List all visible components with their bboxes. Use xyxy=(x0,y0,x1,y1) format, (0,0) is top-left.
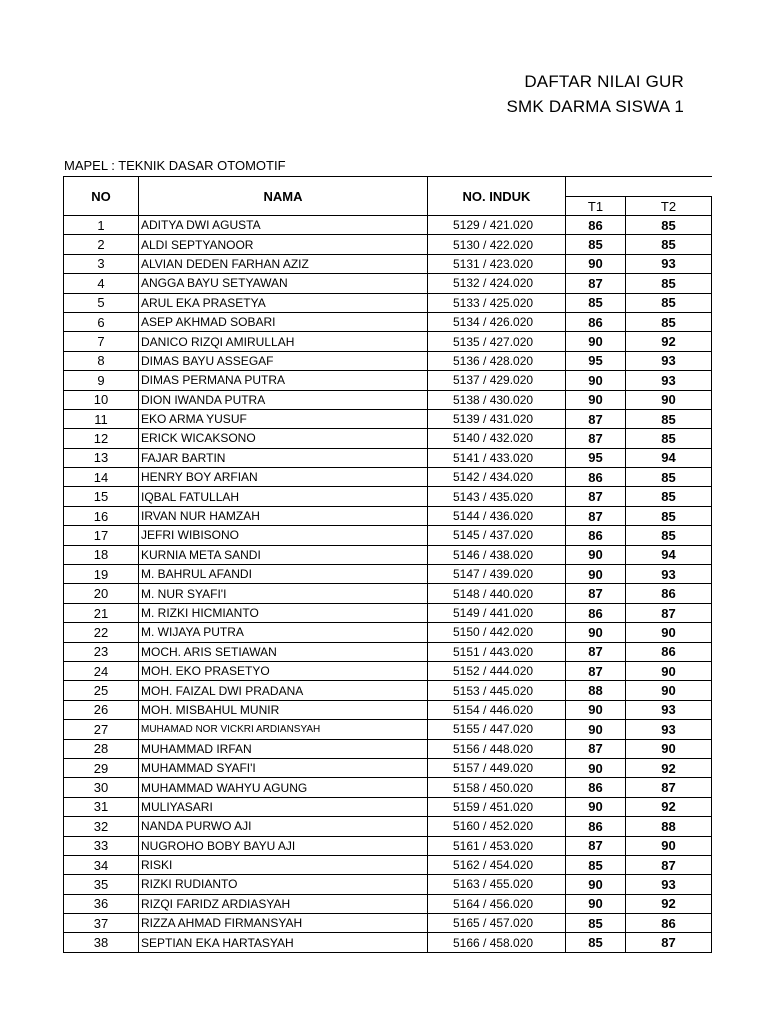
header-score-group xyxy=(566,177,712,197)
cell-t1: 87 xyxy=(566,274,626,293)
header-no: NO xyxy=(64,177,139,216)
cell-no: 11 xyxy=(64,409,139,428)
cell-induk: 5130 / 422.020 xyxy=(428,235,566,254)
cell-nama: NANDA PURWO AJI xyxy=(139,817,428,836)
cell-nama: MOH. EKO PRASETYO xyxy=(139,661,428,680)
table-row xyxy=(64,545,712,564)
cell-no: 25 xyxy=(64,681,139,700)
cell-nama: IRVAN NUR HAMZAH xyxy=(139,506,428,525)
cell-induk: 5152 / 444.020 xyxy=(428,661,566,680)
cell-no: 26 xyxy=(64,700,139,719)
cell-induk: 5138 / 430.020 xyxy=(428,390,566,409)
cell-induk: 5132 / 424.020 xyxy=(428,274,566,293)
cell-nama: FAJAR BARTIN xyxy=(139,448,428,467)
table-row xyxy=(64,254,712,273)
cell-t1: 87 xyxy=(566,642,626,661)
cell-induk: 5155 / 447.020 xyxy=(428,720,566,739)
table-row xyxy=(64,855,712,874)
cell-no: 19 xyxy=(64,565,139,584)
table-row xyxy=(64,933,712,952)
cell-t1: 90 xyxy=(566,758,626,777)
cell-t1: 90 xyxy=(566,390,626,409)
cell-t1: 90 xyxy=(566,332,626,351)
cell-t2: 90 xyxy=(626,623,712,642)
cell-induk: 5162 / 454.020 xyxy=(428,855,566,874)
cell-nama: EKO ARMA YUSUF xyxy=(139,409,428,428)
cell-no: 12 xyxy=(64,429,139,448)
cell-nama: DANICO RIZQI AMIRULLAH xyxy=(139,332,428,351)
cell-nama: M. WIJAYA PUTRA xyxy=(139,623,428,642)
cell-t1: 90 xyxy=(566,720,626,739)
cell-t1: 85 xyxy=(566,235,626,254)
cell-induk: 5150 / 442.020 xyxy=(428,623,566,642)
table-row xyxy=(64,390,712,409)
cell-t2: 87 xyxy=(626,778,712,797)
cell-no: 10 xyxy=(64,390,139,409)
cell-nama: MOCH. ARIS SETIAWAN xyxy=(139,642,428,661)
cell-t2: 92 xyxy=(626,758,712,777)
cell-t1: 88 xyxy=(566,681,626,700)
cell-no: 6 xyxy=(64,312,139,331)
cell-induk: 5145 / 437.020 xyxy=(428,526,566,545)
cell-t1: 95 xyxy=(566,448,626,467)
table-row xyxy=(64,584,712,603)
cell-nama: ANGGA BAYU SETYAWAN xyxy=(139,274,428,293)
cell-induk: 5153 / 445.020 xyxy=(428,681,566,700)
cell-nama: ALDI SEPTYANOOR xyxy=(139,235,428,254)
cell-induk: 5156 / 448.020 xyxy=(428,739,566,758)
cell-no: 2 xyxy=(64,235,139,254)
cell-no: 3 xyxy=(64,254,139,273)
cell-nama: MOH. FAIZAL DWI PRADANA xyxy=(139,681,428,700)
cell-induk: 5144 / 436.020 xyxy=(428,506,566,525)
cell-induk: 5159 / 451.020 xyxy=(428,797,566,816)
cell-t1: 90 xyxy=(566,875,626,894)
cell-t2: 92 xyxy=(626,332,712,351)
cell-no: 9 xyxy=(64,371,139,390)
cell-t1: 85 xyxy=(566,933,626,952)
cell-t2: 93 xyxy=(626,351,712,370)
cell-nama: SEPTIAN EKA HARTASYAH xyxy=(139,933,428,952)
cell-induk: 5160 / 452.020 xyxy=(428,817,566,836)
cell-t2: 87 xyxy=(626,855,712,874)
cell-induk: 5151 / 443.020 xyxy=(428,642,566,661)
table-row xyxy=(64,720,712,739)
cell-nama: RIZZA AHMAD FIRMANSYAH xyxy=(139,914,428,933)
cell-nama: MUHAMMAD IRFAN xyxy=(139,739,428,758)
cell-t1: 87 xyxy=(566,739,626,758)
cell-t1: 87 xyxy=(566,584,626,603)
cell-t1: 90 xyxy=(566,254,626,273)
table-row xyxy=(64,565,712,584)
cell-nama: DION IWANDA PUTRA xyxy=(139,390,428,409)
table-row xyxy=(64,661,712,680)
cell-t2: 93 xyxy=(626,875,712,894)
cell-t2: 93 xyxy=(626,371,712,390)
cell-induk: 5166 / 458.020 xyxy=(428,933,566,952)
table-row xyxy=(64,506,712,525)
cell-induk: 5149 / 441.020 xyxy=(428,603,566,622)
table-row xyxy=(64,875,712,894)
cell-no: 8 xyxy=(64,351,139,370)
table-row xyxy=(64,468,712,487)
cell-induk: 5163 / 455.020 xyxy=(428,875,566,894)
cell-nama: M. RIZKI HICMIANTO xyxy=(139,603,428,622)
table-row xyxy=(64,216,712,235)
cell-nama: MUHAMAD NOR VICKRI ARDIANSYAH xyxy=(139,720,428,739)
cell-no: 15 xyxy=(64,487,139,506)
cell-no: 21 xyxy=(64,603,139,622)
cell-nama: MUHAMMAD SYAFI'I xyxy=(139,758,428,777)
cell-no: 13 xyxy=(64,448,139,467)
cell-t2: 93 xyxy=(626,565,712,584)
cell-nama: ASEP AKHMAD SOBARI xyxy=(139,312,428,331)
table-row xyxy=(64,797,712,816)
cell-induk: 5131 / 423.020 xyxy=(428,254,566,273)
cell-t2: 92 xyxy=(626,894,712,913)
cell-t1: 86 xyxy=(566,526,626,545)
cell-no: 23 xyxy=(64,642,139,661)
table-row xyxy=(64,817,712,836)
cell-no: 18 xyxy=(64,545,139,564)
cell-t1: 85 xyxy=(566,855,626,874)
table-row xyxy=(64,351,712,370)
cell-t1: 90 xyxy=(566,894,626,913)
cell-no: 1 xyxy=(64,216,139,235)
cell-t2: 85 xyxy=(626,293,712,312)
cell-nama: KURNIA META SANDI xyxy=(139,545,428,564)
cell-no: 28 xyxy=(64,739,139,758)
cell-t2: 87 xyxy=(626,933,712,952)
cell-nama: ERICK WICAKSONO xyxy=(139,429,428,448)
table-row xyxy=(64,778,712,797)
cell-t2: 85 xyxy=(626,235,712,254)
cell-t2: 85 xyxy=(626,274,712,293)
cell-nama: M. NUR SYAFI'I xyxy=(139,584,428,603)
cell-t2: 85 xyxy=(626,216,712,235)
cell-nama: MOH. MISBAHUL MUNIR xyxy=(139,700,428,719)
school-name: SMK DARMA SISWA 1 xyxy=(506,97,684,116)
cell-t2: 92 xyxy=(626,797,712,816)
table-row xyxy=(64,914,712,933)
cell-t2: 85 xyxy=(626,409,712,428)
cell-no: 27 xyxy=(64,720,139,739)
cell-nama: MULIYASARI xyxy=(139,797,428,816)
table-row xyxy=(64,448,712,467)
cell-induk: 5135 / 427.020 xyxy=(428,332,566,351)
cell-t2: 90 xyxy=(626,836,712,855)
cell-no: 17 xyxy=(64,526,139,545)
cell-t1: 87 xyxy=(566,409,626,428)
cell-induk: 5164 / 456.020 xyxy=(428,894,566,913)
header-induk: NO. INDUK xyxy=(428,177,566,216)
document-title: DAFTAR NILAI GUR xyxy=(524,72,684,91)
cell-no: 14 xyxy=(64,468,139,487)
cell-no: 32 xyxy=(64,817,139,836)
cell-no: 31 xyxy=(64,797,139,816)
cell-nama: ALVIAN DEDEN FARHAN AZIZ xyxy=(139,254,428,273)
cell-t2: 90 xyxy=(626,739,712,758)
cell-t1: 86 xyxy=(566,817,626,836)
table-row xyxy=(64,332,712,351)
table-row xyxy=(64,274,712,293)
cell-induk: 5141 / 433.020 xyxy=(428,448,566,467)
cell-no: 37 xyxy=(64,914,139,933)
cell-no: 16 xyxy=(64,506,139,525)
cell-t2: 90 xyxy=(626,390,712,409)
cell-t1: 87 xyxy=(566,836,626,855)
cell-t2: 90 xyxy=(626,681,712,700)
cell-induk: 5140 / 432.020 xyxy=(428,429,566,448)
cell-t1: 87 xyxy=(566,506,626,525)
header-t1: T1 xyxy=(566,197,626,216)
cell-nama: RIZQI FARIDZ ARDIASYAH xyxy=(139,894,428,913)
cell-no: 22 xyxy=(64,623,139,642)
cell-nama: IQBAL FATULLAH xyxy=(139,487,428,506)
cell-nama: RIZKI RUDIANTO xyxy=(139,875,428,894)
cell-t1: 86 xyxy=(566,216,626,235)
cell-t1: 87 xyxy=(566,661,626,680)
table-row xyxy=(64,623,712,642)
cell-induk: 5137 / 429.020 xyxy=(428,371,566,390)
table-row xyxy=(64,681,712,700)
cell-no: 34 xyxy=(64,855,139,874)
cell-induk: 5147 / 439.020 xyxy=(428,565,566,584)
cell-t2: 93 xyxy=(626,254,712,273)
cell-induk: 5142 / 434.020 xyxy=(428,468,566,487)
cell-no: 29 xyxy=(64,758,139,777)
cell-t1: 86 xyxy=(566,468,626,487)
cell-induk: 5133 / 425.020 xyxy=(428,293,566,312)
cell-no: 7 xyxy=(64,332,139,351)
cell-nama: ADITYA DWI AGUSTA xyxy=(139,216,428,235)
table-row xyxy=(64,739,712,758)
cell-t2: 86 xyxy=(626,914,712,933)
cell-t1: 87 xyxy=(566,429,626,448)
cell-t1: 90 xyxy=(566,371,626,390)
table-row xyxy=(64,487,712,506)
cell-t2: 85 xyxy=(626,487,712,506)
subject-label: MAPEL : TEKNIK DASAR OTOMOTIF xyxy=(64,158,286,173)
cell-induk: 5146 / 438.020 xyxy=(428,545,566,564)
cell-t1: 90 xyxy=(566,623,626,642)
cell-t2: 94 xyxy=(626,545,712,564)
cell-t1: 87 xyxy=(566,487,626,506)
table-row xyxy=(64,235,712,254)
cell-induk: 5136 / 428.020 xyxy=(428,351,566,370)
header-t2: T2 xyxy=(626,197,712,216)
cell-no: 33 xyxy=(64,836,139,855)
cell-no: 4 xyxy=(64,274,139,293)
cell-induk: 5158 / 450.020 xyxy=(428,778,566,797)
cell-t2: 93 xyxy=(626,720,712,739)
cell-no: 38 xyxy=(64,933,139,952)
table-row xyxy=(64,371,712,390)
cell-nama: JEFRI WIBISONO xyxy=(139,526,428,545)
cell-induk: 5165 / 457.020 xyxy=(428,914,566,933)
table-row xyxy=(64,312,712,331)
cell-nama: M. BAHRUL AFANDI xyxy=(139,565,428,584)
cell-t2: 86 xyxy=(626,584,712,603)
cell-no: 24 xyxy=(64,661,139,680)
cell-t2: 85 xyxy=(626,506,712,525)
cell-t1: 86 xyxy=(566,603,626,622)
cell-t1: 86 xyxy=(566,778,626,797)
table-row xyxy=(64,526,712,545)
cell-t1: 85 xyxy=(566,914,626,933)
cell-induk: 5134 / 426.020 xyxy=(428,312,566,331)
cell-nama: DIMAS BAYU ASSEGAF xyxy=(139,351,428,370)
table-row xyxy=(64,429,712,448)
cell-t1: 90 xyxy=(566,565,626,584)
cell-induk: 5161 / 453.020 xyxy=(428,836,566,855)
cell-t2: 90 xyxy=(626,661,712,680)
cell-t2: 85 xyxy=(626,468,712,487)
cell-t1: 86 xyxy=(566,312,626,331)
cell-no: 20 xyxy=(64,584,139,603)
table-row xyxy=(64,836,712,855)
header-nama: NAMA xyxy=(139,177,428,216)
table-row xyxy=(64,293,712,312)
grades-table xyxy=(63,176,711,952)
table-row xyxy=(64,603,712,622)
table-row xyxy=(64,642,712,661)
cell-no: 5 xyxy=(64,293,139,312)
table-row xyxy=(64,758,712,777)
cell-t2: 86 xyxy=(626,642,712,661)
cell-t2: 85 xyxy=(626,429,712,448)
cell-nama: NUGROHO BOBY BAYU AJI xyxy=(139,836,428,855)
cell-t2: 88 xyxy=(626,817,712,836)
table-row xyxy=(64,894,712,913)
table-row xyxy=(64,409,712,428)
cell-t2: 85 xyxy=(626,312,712,331)
cell-induk: 5143 / 435.020 xyxy=(428,487,566,506)
cell-nama: MUHAMMAD WAHYU AGUNG xyxy=(139,778,428,797)
cell-t2: 94 xyxy=(626,448,712,467)
cell-nama: HENRY BOY ARFIAN xyxy=(139,468,428,487)
cell-induk: 5139 / 431.020 xyxy=(428,409,566,428)
cell-t2: 93 xyxy=(626,700,712,719)
cell-induk: 5148 / 440.020 xyxy=(428,584,566,603)
table-body xyxy=(64,216,712,953)
cell-t2: 85 xyxy=(626,526,712,545)
cell-induk: 5154 / 446.020 xyxy=(428,700,566,719)
cell-t1: 85 xyxy=(566,293,626,312)
cell-t1: 90 xyxy=(566,797,626,816)
cell-t1: 95 xyxy=(566,351,626,370)
cell-no: 36 xyxy=(64,894,139,913)
cell-nama: DIMAS PERMANA PUTRA xyxy=(139,371,428,390)
cell-nama: RISKI xyxy=(139,855,428,874)
cell-t1: 90 xyxy=(566,700,626,719)
cell-nama: ARUL EKA PRASETYA xyxy=(139,293,428,312)
cell-induk: 5157 / 449.020 xyxy=(428,758,566,777)
table-row xyxy=(64,700,712,719)
cell-t2: 87 xyxy=(626,603,712,622)
cell-induk: 5129 / 421.020 xyxy=(428,216,566,235)
cell-t1: 90 xyxy=(566,545,626,564)
cell-no: 35 xyxy=(64,875,139,894)
cell-no: 30 xyxy=(64,778,139,797)
